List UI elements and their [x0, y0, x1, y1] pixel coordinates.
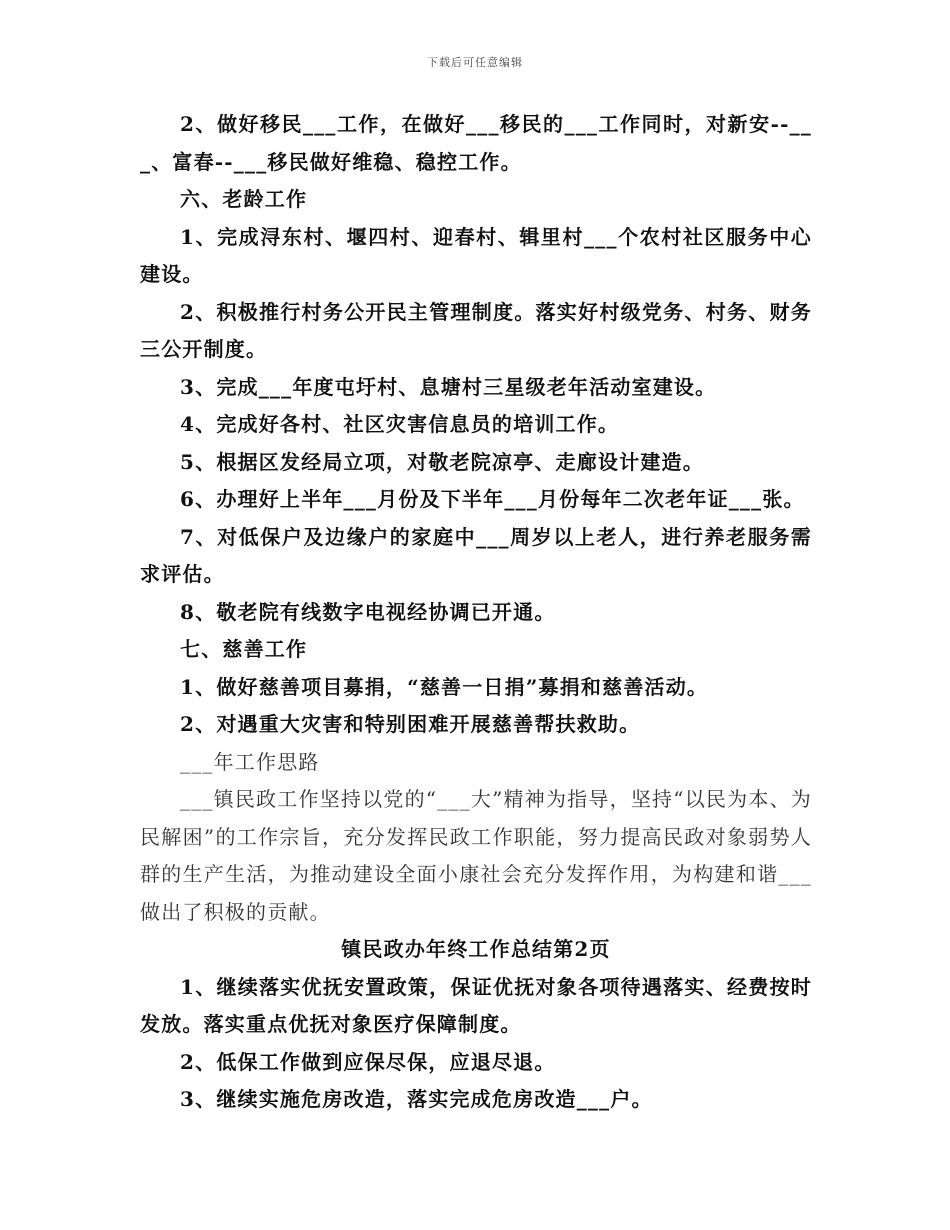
- document-body: [140, 106, 812, 1119]
- paragraph: 2、做好移民___工作，在做好___移民的___工作同时，对新安--___、富春--___移民做好维稳、稳控工作。: [140, 112, 812, 174]
- paragraph: 3、完成___年度屯圩村、息塘村三星级老年活动室建设。: [180, 374, 717, 399]
- section-heading: 六、老龄工作: [180, 187, 308, 211]
- paragraph: 3、继续实施危房改造，落实完成危房改造___户。: [180, 1087, 653, 1111]
- subheading-light: ___年工作思路: [180, 749, 320, 774]
- paragraph: 5、根据区发经局立项，对敬老院凉亭、走廊设计建造。: [180, 449, 704, 474]
- paragraph: 2、积极推行村务公开民主管理制度。落实好村级党务、村务、财务三公开制度。: [140, 299, 812, 361]
- page-section-title: 镇民政办年终工作总结第2页: [341, 937, 611, 961]
- paragraph: 1、完成浔东村、堰四村、迎春村、辑里村___个农村社区服务中心建设。: [140, 224, 812, 286]
- paragraph: 1、继续落实优抚安置政策，保证优抚对象各项待遇落实、经费按时发放。落实重点优抚对象医疗保障制度。: [140, 974, 812, 1036]
- paragraph: 6、办理好上半年___月份及下半年___月份每年二次老年证___张。: [180, 487, 805, 511]
- paragraph: 7、对低保户及边缘户的家庭中___周岁以上老人，进行养老服务需求评估。: [140, 524, 812, 586]
- paragraph: 1、做好慈善项目募捐，“慈善一日捐”募捐和慈善活动。: [180, 674, 709, 699]
- paragraph: 2、低保工作做到应保尽保，应退尽退。: [180, 1049, 556, 1074]
- page-header: 下载后可任意编辑: [427, 56, 523, 69]
- paragraph: 8、敬老院有线数字电视经协调已开通。: [180, 599, 556, 624]
- paragraph-light: ___镇民政工作坚持以党的“___大”精神为指导，坚持“以民为本、为民解困”的工作宗旨，充分发挥民政工作职能，努力提高民政对象弱势人群的生产生活，为推动建设全面小康社会充分发挥作用，为构建和谐___做出了积极的贡献。: [140, 787, 812, 924]
- paragraph: 2、对遇重大灾害和特别困难开展慈善帮扶救助。: [180, 712, 641, 736]
- paragraph: 4、完成好各村、社区灾害信息员的培训工作。: [180, 412, 620, 436]
- section-heading: 七、慈善工作: [180, 637, 308, 661]
